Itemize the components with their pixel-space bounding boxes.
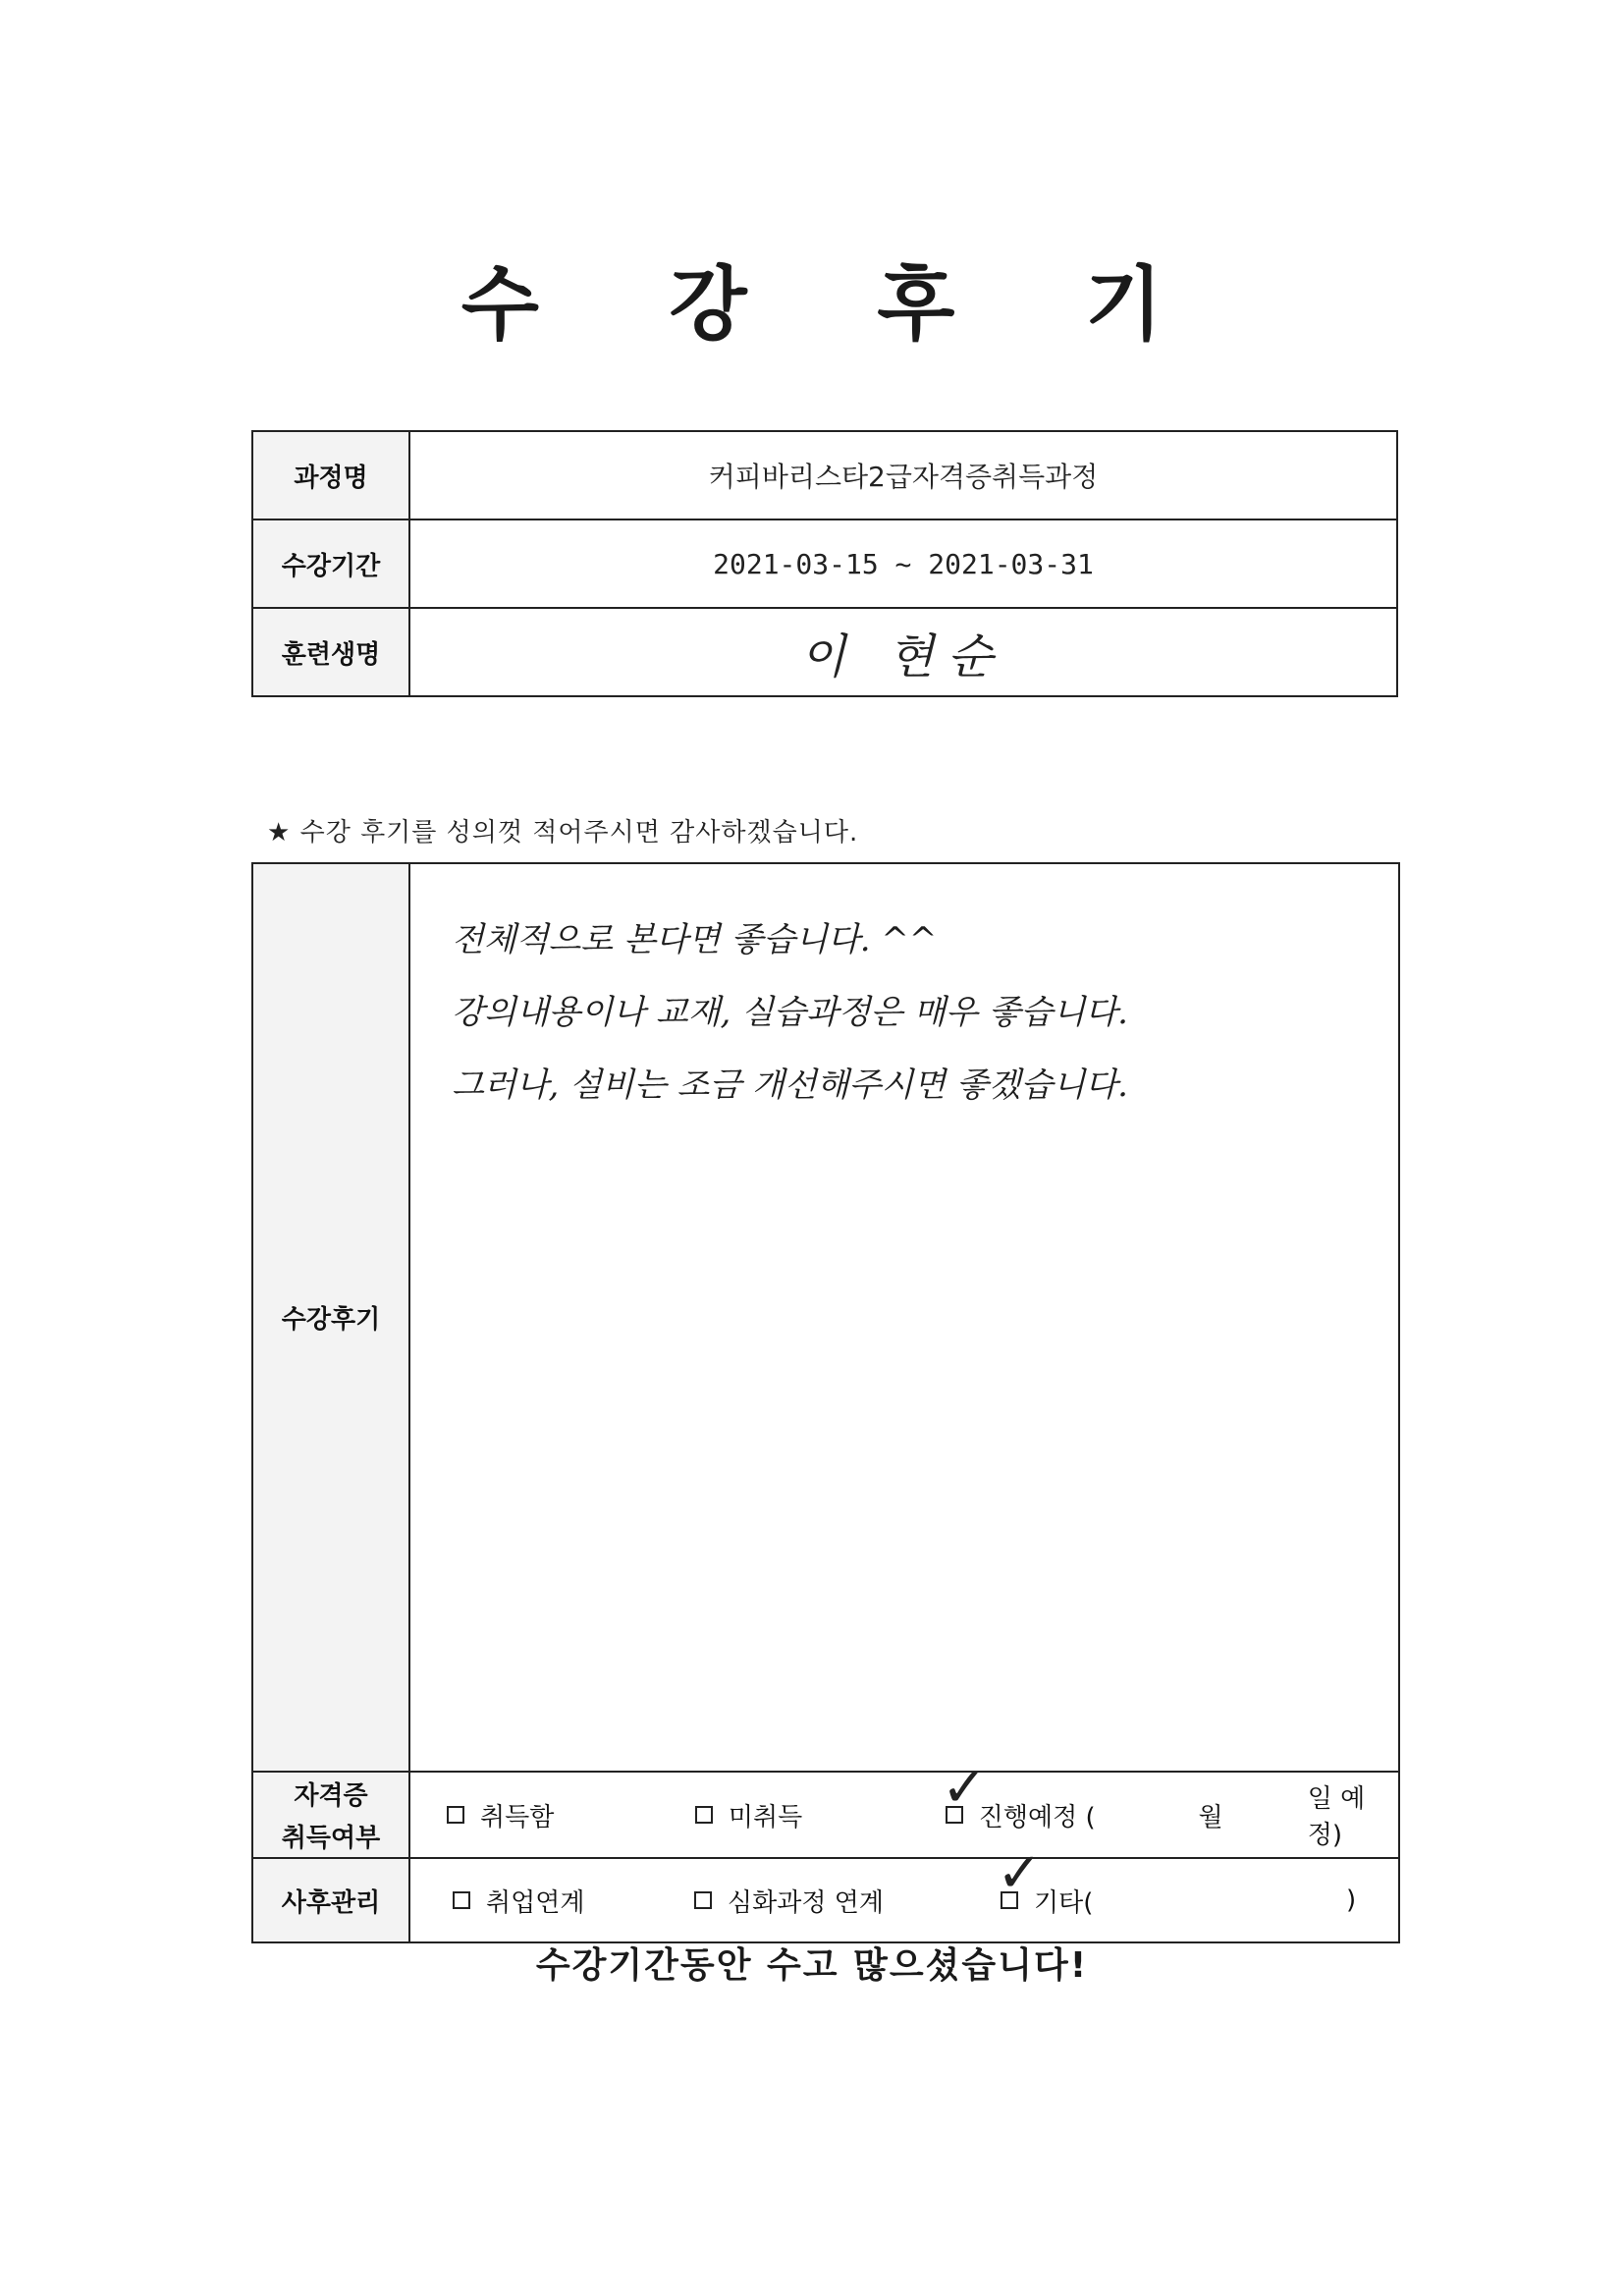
checkbox-other[interactable] — [997, 1841, 1043, 1909]
aftercare-row — [252, 1858, 1399, 1942]
checkbox-not-acquired[interactable] — [695, 1806, 713, 1824]
checkbox-employment[interactable] — [453, 1891, 470, 1909]
certification-label-line2: 취득여부 — [281, 1824, 381, 1853]
review-label: 수강후기 — [252, 863, 409, 1772]
option-employment-label: 취업연계 — [486, 1887, 585, 1918]
review-text-area — [409, 863, 1399, 1772]
certification-label-line1: 자격증 — [294, 1781, 368, 1811]
certification-row — [252, 1772, 1399, 1858]
review-row — [252, 863, 1399, 1772]
option-not-acquired-label: 미취득 — [728, 1802, 803, 1832]
month-unit: 월 — [1198, 1802, 1223, 1832]
option-planned-label: 진행예정 ( — [978, 1802, 1096, 1832]
option-acquired[interactable] — [447, 1797, 695, 1833]
checkmark-icon: ✓ — [997, 1841, 1043, 1905]
review-line-3: 그러나, 설비는 조금 개선해주시면 좋겠습니다. — [452, 1066, 1128, 1105]
aftercare-options — [409, 1841, 1399, 1942]
checkbox-acquired[interactable] — [447, 1806, 464, 1824]
day-unit: 일 예정) — [1307, 1784, 1366, 1850]
page-title: 수 강 후 기 — [460, 258, 1215, 352]
option-advanced-label: 심화과정 연계 — [728, 1887, 884, 1918]
option-other[interactable] — [997, 1841, 1346, 1919]
checkmark-icon: ✓ — [941, 1756, 988, 1820]
closing-message: 수강기간동안 수고 많으셨습니다! — [535, 1945, 1089, 1986]
checkbox-advanced[interactable] — [694, 1891, 712, 1909]
option-advanced[interactable] — [694, 1883, 1001, 1919]
review-line-2: 강의내용이나 교재, 실습과정은 매우 좋습니다. — [452, 993, 1128, 1032]
trainee-value-cell — [409, 608, 1397, 696]
course-row — [252, 431, 1397, 519]
trainee-name-handwritten: 이 현순 — [799, 629, 1007, 684]
review-table — [251, 862, 1400, 1943]
trainee-row — [252, 608, 1397, 696]
period-row — [252, 519, 1397, 608]
instruction-note: ★ 수강 후기를 성의껏 적어주시면 감사하겠습니다. — [267, 818, 859, 847]
certification-label — [252, 1772, 409, 1858]
option-planned[interactable] — [941, 1756, 1165, 1833]
period-label: 수강기간 — [252, 519, 409, 608]
course-info-table — [251, 430, 1398, 697]
certification-options — [409, 1756, 1399, 1858]
checkbox-planned[interactable] — [941, 1756, 988, 1824]
course-label: 과정명 — [252, 431, 409, 519]
option-other-label: 기타( — [1034, 1887, 1094, 1918]
review-line-1: 전체적으로 본다면 좋습니다. ^^ — [452, 920, 938, 959]
option-employment[interactable] — [453, 1883, 694, 1919]
course-value: 커피바리스타2급자격증취득과정 — [409, 431, 1397, 519]
trainee-label: 훈련생명 — [252, 608, 409, 696]
aftercare-label: 사후관리 — [252, 1858, 409, 1942]
option-not-acquired[interactable] — [695, 1797, 946, 1833]
other-close-paren: ) — [1346, 1886, 1357, 1915]
period-value: 2021-03-15 ~ 2021-03-31 — [409, 519, 1397, 608]
option-acquired-label: 취득함 — [480, 1802, 555, 1832]
